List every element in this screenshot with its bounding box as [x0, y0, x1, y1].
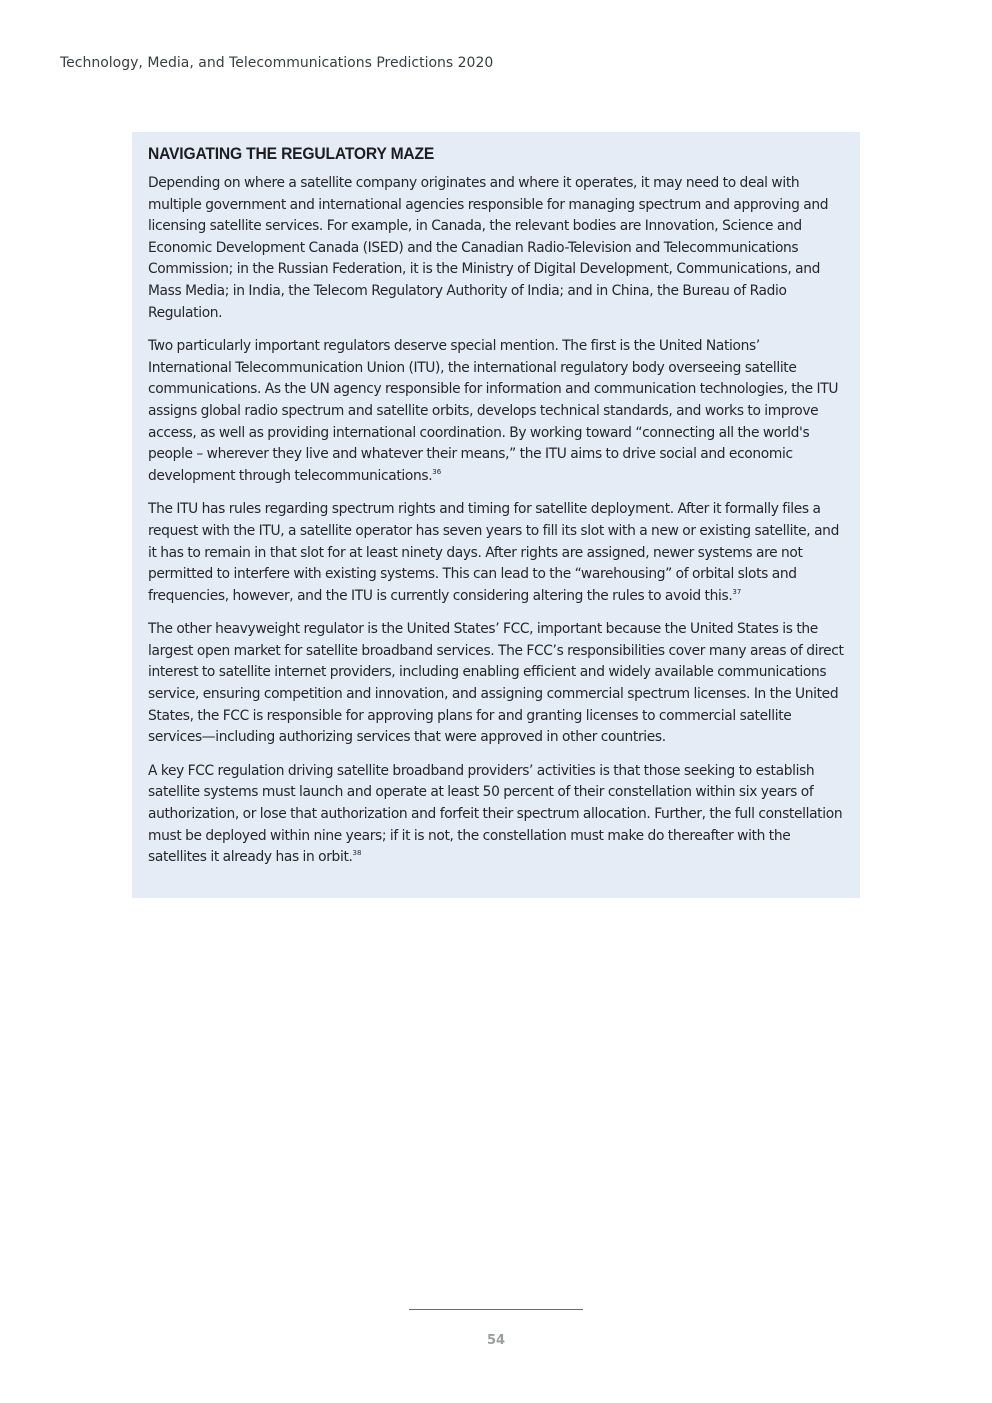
paragraph-text: Two particularly important regulators deserve special mention. The first is the United Nations’ International Telecommunication Union (ITU), the international regulatory body overseeing satellite communications. As the UN agency responsible for information and communication technologies, the ITU assigns global radio spectrum and satellite orbits, develops technical standards, and works to improve access, as well as providing international coordination. By working toward “connecting all the world's people – wherever they live and whatever their means,” the ITU aims to drive social and economic development through telecommunications.: [148, 338, 839, 484]
paragraph-text: The ITU has rules regarding spectrum rights and timing for satellite deployment. After it formally files a request with the ITU, a satellite operator has seven years to fill its slot with a new or existing satellite, and it has to remain in that slot for at least ninety days. After rights are assigned, newer systems are not permitted to interfere with existing systems. This can lead to the “warehousing” of orbital slots and frequencies, however, and the ITU is currently considering altering the rules to avoid this.: [148, 501, 839, 604]
regulatory-sidebar-box: [132, 132, 860, 898]
sidebar-paragraph-5: [148, 761, 846, 869]
footer-divider: [409, 1309, 583, 1310]
page-number: 54: [486, 1333, 506, 1348]
paragraph-text: A key FCC regulation driving satellite broadband providers’ activities is that those seeking to establish satellite systems must launch and operate at least 50 percent of their constellation within six years of authorization, or lose that authorization and forfeit their spectrum allocation. Further, the full constellation must be deployed within nine years; if it is not, the constellation must make do thereafter with the satellites it already has in orbit.: [148, 762, 843, 866]
paragraph-text: The other heavyweight regulator is the United States’ FCC, important because the United States is the largest open market for satellite broadband services. The FCC’s responsibilities cover many areas of direct interest to satellite internet providers, including enabling efficient and widely available communications service, ensuring competition and innovation, and assigning commercial spectrum licenses. In the United States, the FCC is responsible for approving plans for and granting licenses to commercial satellite services—including authorizing services that were approved in other countries.: [148, 621, 844, 746]
footnote-ref[interactable]: 36: [432, 467, 442, 476]
sidebar-paragraph-1: [148, 173, 846, 324]
footnote-ref[interactable]: 37: [732, 587, 742, 596]
paragraph-text: Depending on where a satellite company originates and where it operates, it may need to deal with multiple government and international agencies responsible for managing spectrum and approving and licensing satellite services. For example, in Canada, the relevant bodies are Innovation, Science and Economic Development Canada (ISED) and the Canadian Radio-Television and Telecommunications Commission; in the Russian Federation, it is the Ministry of Digital Development, Communications, and Mass Media; in India, the Telecom Regulatory Authority of India; and in China, the Bureau of Radio Regulation.: [148, 175, 829, 321]
sidebar-title: NAVIGATING THE REGULATORY MAZE: [148, 144, 435, 163]
sidebar-paragraph-4: [148, 619, 846, 749]
running-header: Technology, Media, and Telecommunications Predictions 2020: [60, 55, 494, 71]
sidebar-paragraph-2: [148, 336, 846, 487]
footnote-ref[interactable]: 38: [352, 849, 362, 858]
sidebar-paragraph-3: [148, 499, 846, 607]
